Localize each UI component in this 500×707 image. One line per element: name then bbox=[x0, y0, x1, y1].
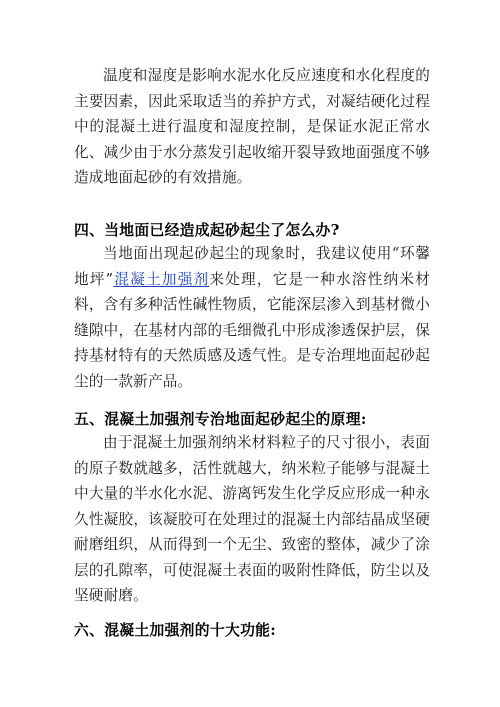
paragraph-curing-measures: 温度和湿度是影响水泥水化反应速度和水化程度的主要因素，因此采取适当的养护方式，对凝结硬化过程中的混凝土进行温度和湿度控制，是保证水泥正常水化、减少由于水分蒸发引起收缩开裂导致地面强度不够造成地面起砂的有效措施。 bbox=[74, 67, 430, 186]
paragraph-text-before-link: 当地面出现起砂起尘的现象时，我建议使用“环馨地坪” bbox=[74, 245, 430, 288]
heading-section-five: 五、混凝土加强剂专治地面起砂起尘的原理: bbox=[74, 411, 367, 428]
heading-section-four: 四、当地面已经造成起砂起尘了怎么办? bbox=[74, 222, 340, 239]
paragraph-principle: 由于混凝土加强剂纳米材料粒子的尺寸很小，表面的原子数就越多，活性就越大，纳米粒子能够与混凝土中大量的半水化水泥、游离钙发生化学反应形成一种永久性凝胶，该凝胶可在处理过的混凝土内部结晶成坚硬耐磨组织，从而得到一个无尘、致密的整体，减少了涂层的孔隙率，可使混凝土表面的吸附性降低，防尘以及坚硬耐磨。 bbox=[74, 434, 430, 604]
paragraph-text-after-link: 来处理，它是一种水溶性纳米材料，含有多种活性碱性物质，它能深层渗入到基材微小缝隙中，在基材内部的毛细微孔中形成渗透保护层，保持基材特有的天然质感及透气性。是专治理地面起砂起尘的一款新产品。 bbox=[74, 270, 430, 390]
paragraph-treatment-advice bbox=[74, 241, 430, 394]
heading-section-six: 六、混凝土加强剂的十大功能: bbox=[74, 622, 277, 639]
concrete-hardener-link[interactable]: 混凝土加强剂 bbox=[113, 270, 210, 288]
